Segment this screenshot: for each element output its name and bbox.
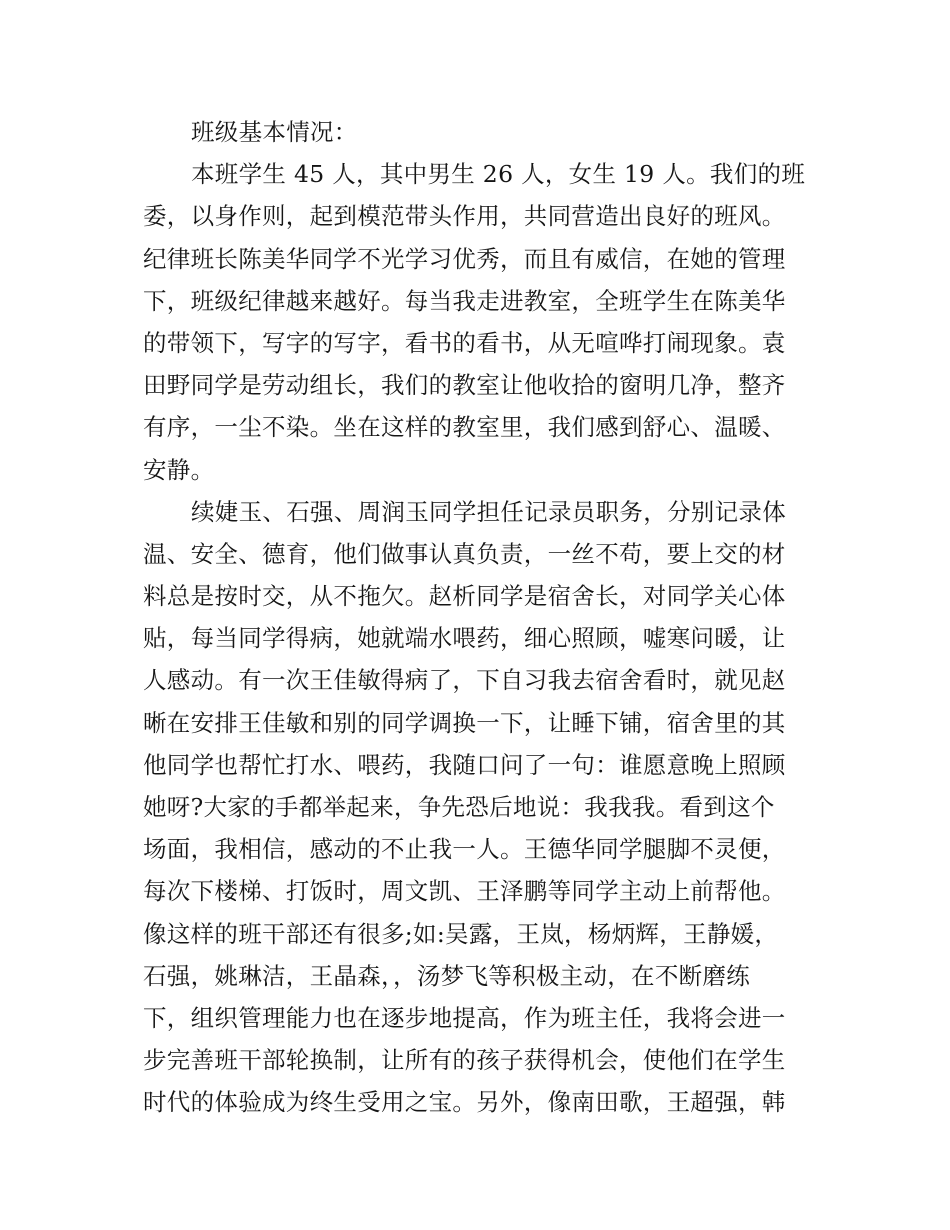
paragraph-line: 续婕玉、石强、周润玉同学担任记录员职务，分别记录体 xyxy=(191,497,786,526)
document-body xyxy=(143,111,813,1124)
paragraph-line: 石强，姚琳洁，王晶森，，汤梦飞等积极主动，在不断磨练 xyxy=(143,961,751,990)
paragraph-line: 的带领下，写字的写字，看书的看书，从无喧哗打闹现象。袁 xyxy=(143,328,786,357)
paragraph-line: 贴，每当同学得病，她就端水喂药，细心照顾，嘘寒问暖，让 xyxy=(143,624,786,653)
section-heading: 班级基本情况： xyxy=(191,118,358,146)
paragraph-line: 她呀?大家的手都举起来，争先恐后地说：我我我。看到这个 xyxy=(143,793,775,821)
paragraph-line: 委，以身作则，起到模范带头作用，共同营造出良好的班风。 xyxy=(143,202,786,231)
paragraph-line: 料总是按时交，从不拖欠。赵析同学是宿舍长，对同学关心体 xyxy=(143,582,786,611)
paragraph-line: 下，组织管理能力也在逐步地提高，作为班主任，我将会进一 xyxy=(143,1003,786,1032)
paragraph-line: 场面，我相信，感动的不止我一人。王德华同学腿脚不灵便， xyxy=(143,835,786,864)
paragraph-line: 像这样的班干部还有很多;如:吴露，王岚，杨炳辉，王静媛， xyxy=(143,919,779,948)
paragraph-line: 本班学生 45 人，其中男生 26 人，女生 19 人。我们的班 xyxy=(191,160,806,189)
paragraph-line: 有序，一尘不染。坐在这样的教室里，我们感到舒心、温暖、 xyxy=(143,413,786,442)
paragraph-line: 纪律班长陈美华同学不光学习优秀，而且有威信，在她的管理 xyxy=(143,244,786,273)
paragraph-line: 他同学也帮忙打水、喂药，我随口问了一句：谁愿意晚上照顾 xyxy=(143,750,786,779)
paragraph-line: 下，班级纪律越来越好。每当我走进教室，全班学生在陈美华 xyxy=(143,286,786,315)
paragraph-line: 晰在安排王佳敏和别的同学调换一下，让睡下铺，宿舍里的其 xyxy=(143,708,786,737)
paragraph-line: 人感动。有一次王佳敏得病了，下自习我去宿舍看时，就见赵 xyxy=(143,666,786,695)
paragraph-line: 田野同学是劳动组长，我们的教室让他收拾的窗明几净，整齐 xyxy=(143,371,786,400)
paragraph-line: 时代的体验成为终生受用之宝。另外，像南田歌，王超强，韩 xyxy=(143,1088,786,1117)
paragraph-line: 温、安全、德育，他们做事认真负责，一丝不苟，要上交的材 xyxy=(143,539,786,568)
paragraph-line: 安静。 xyxy=(143,455,215,484)
paragraph-line: 每次下楼梯、打饭时，周文凯、王泽鹏等同学主动上前帮他。 xyxy=(143,877,786,906)
paragraph-line: 步完善班干部轮换制，让所有的孩子获得机会，使他们在学生 xyxy=(143,1046,786,1075)
